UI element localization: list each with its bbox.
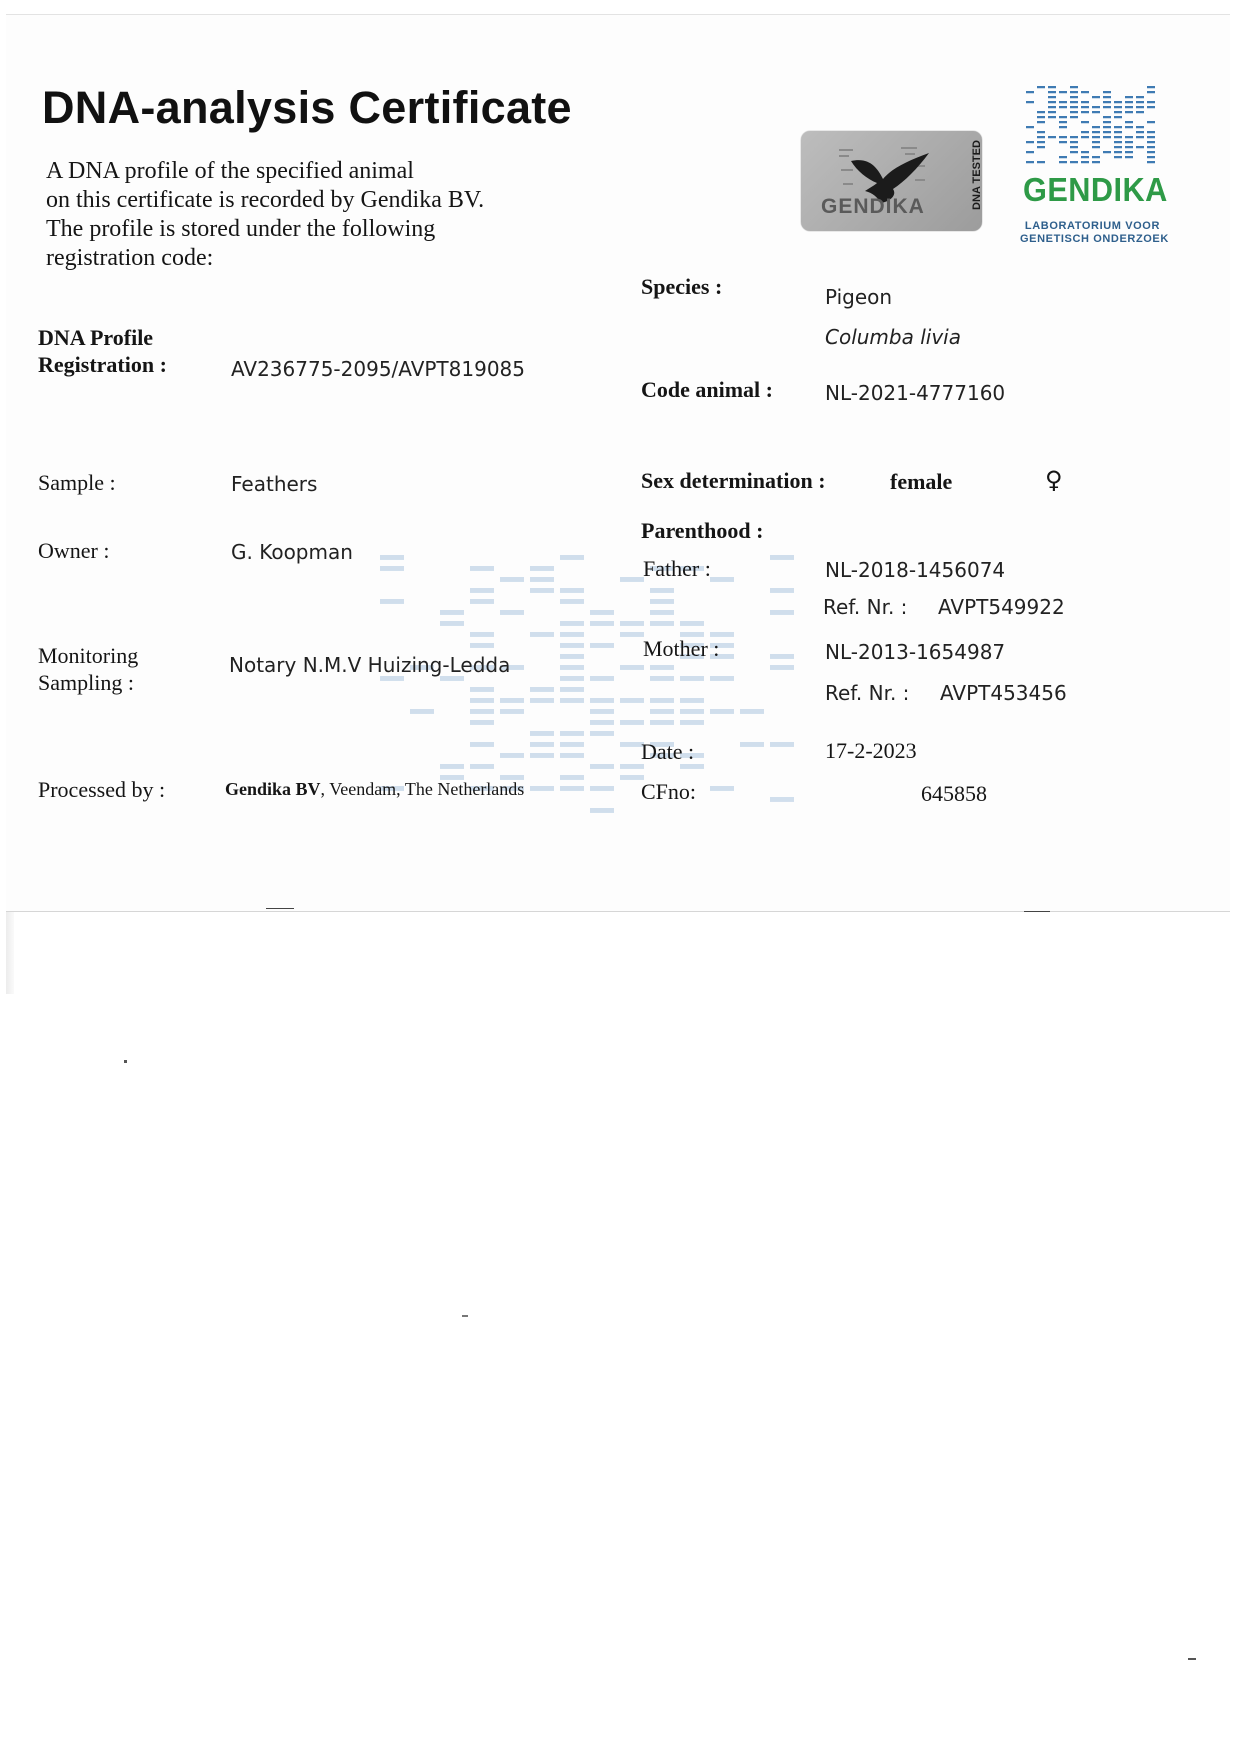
dash-mark <box>1026 161 1034 163</box>
processed-by-location: , Veendam, The Netherlands <box>320 779 525 799</box>
dash-mark <box>530 731 554 736</box>
species-label: Species : <box>641 274 723 299</box>
dash-mark <box>1081 161 1089 163</box>
dash-mark <box>1125 106 1133 108</box>
intro-text <box>46 157 484 273</box>
dash-mark <box>770 610 794 615</box>
dash-mark <box>1103 121 1111 123</box>
dash-mark <box>1048 106 1056 108</box>
dash-mark <box>1059 141 1067 143</box>
dash-mark <box>530 698 554 703</box>
dash-mark <box>1070 111 1078 113</box>
dash-mark <box>500 698 524 703</box>
dash-mark <box>1147 121 1155 123</box>
dash-mark <box>440 610 464 615</box>
dash-mark <box>740 709 764 714</box>
dash-mark <box>620 621 644 626</box>
dash-mark <box>1081 101 1089 103</box>
page-title: DNA-analysis Certificate <box>42 82 572 133</box>
dash-mark <box>500 610 524 615</box>
dash-mark <box>530 577 554 582</box>
dash-mark <box>620 720 644 725</box>
dash-mark <box>470 698 494 703</box>
dash-mark <box>590 764 614 769</box>
dash-mark <box>500 709 524 714</box>
dash-mark <box>1114 146 1122 148</box>
dna-profile-label: DNA Profile <box>38 325 154 350</box>
dash-mark <box>560 632 584 637</box>
dash-mark <box>1048 91 1056 93</box>
code-animal-value: NL-2021-4777160 <box>825 381 1006 405</box>
dash-mark <box>1125 126 1133 128</box>
dash-mark <box>530 588 554 593</box>
dash-mark <box>1147 141 1155 143</box>
dash-mark <box>1037 86 1045 88</box>
dash-mark <box>1026 126 1034 128</box>
dash-mark <box>530 687 554 692</box>
dash-mark <box>1136 131 1144 133</box>
dash-mark <box>590 786 614 791</box>
gendika-logo-icon <box>1026 86 1162 168</box>
species-common: Pigeon <box>825 285 893 309</box>
dash-mark <box>530 786 554 791</box>
dash-mark <box>770 665 794 670</box>
dash-mark <box>1092 156 1100 158</box>
dash-mark <box>740 742 764 747</box>
badge-brand: GENDIKA <box>821 195 925 218</box>
dash-mark <box>680 698 704 703</box>
dash-mark <box>1081 111 1089 113</box>
scan-speck <box>1024 911 1050 912</box>
scan-speck <box>266 908 294 909</box>
dash-mark <box>770 742 794 747</box>
dash-mark <box>1125 111 1133 113</box>
dash-mark <box>1026 151 1034 153</box>
dash-mark <box>1026 141 1034 143</box>
badge-side-text: DNA TESTED <box>971 140 983 210</box>
dash-mark <box>680 709 704 714</box>
dash-mark <box>440 764 464 769</box>
dash-mark <box>470 764 494 769</box>
dash-mark <box>530 742 554 747</box>
dash-mark <box>1070 106 1078 108</box>
dash-mark <box>680 676 704 681</box>
dash-mark <box>1103 136 1111 138</box>
dash-mark <box>650 676 674 681</box>
sex-value: female <box>890 469 953 494</box>
dash-mark <box>1125 96 1133 98</box>
dash-mark <box>1059 126 1067 128</box>
dash-mark <box>770 555 794 560</box>
dash-mark <box>560 621 584 626</box>
dash-mark <box>1136 106 1144 108</box>
dash-mark <box>1037 121 1045 123</box>
dash-mark <box>530 566 554 571</box>
dash-mark <box>590 709 614 714</box>
mother-ref-value: AVPT453456 <box>940 681 1067 705</box>
dash-mark <box>1048 101 1056 103</box>
dash-mark <box>1125 101 1133 103</box>
dash-mark <box>1103 101 1111 103</box>
dash-mark <box>470 687 494 692</box>
dash-mark <box>470 599 494 604</box>
dash-mark <box>440 621 464 626</box>
dash-mark <box>1103 91 1111 93</box>
date-value: 17-2-2023 <box>825 738 917 763</box>
dash-mark <box>650 720 674 725</box>
mother-ref-label: Ref. Nr. : <box>825 681 910 705</box>
dash-mark <box>770 797 794 802</box>
intro-line: registration code: <box>46 245 214 271</box>
dash-mark <box>710 709 734 714</box>
dash-mark <box>560 775 584 780</box>
dash-mark <box>1070 141 1078 143</box>
dash-mark <box>1103 116 1111 118</box>
dash-mark <box>1147 131 1155 133</box>
dash-mark <box>1081 91 1089 93</box>
dash-mark <box>1147 91 1155 93</box>
sample-label: Sample : <box>38 470 116 495</box>
dash-mark <box>1070 91 1078 93</box>
dash-mark <box>1059 116 1067 118</box>
dash-mark <box>1048 136 1056 138</box>
dash-mark <box>1070 116 1078 118</box>
dash-mark <box>560 588 584 593</box>
intro-line: The profile is stored under the following <box>46 216 436 242</box>
dash-mark <box>1070 161 1078 163</box>
dash-mark <box>590 808 614 813</box>
dash-mark <box>1136 101 1144 103</box>
dash-mark <box>1059 156 1067 158</box>
dash-mark <box>1059 91 1067 93</box>
dash-mark <box>1037 131 1045 133</box>
dash-mark <box>1026 101 1034 103</box>
dash-mark <box>620 665 644 670</box>
gendika-tagline <box>1020 220 1169 246</box>
dash-mark <box>1092 126 1100 128</box>
dash-mark <box>1048 111 1056 113</box>
dash-mark <box>1081 121 1089 123</box>
dash-mark <box>650 665 674 670</box>
dash-mark <box>1125 146 1133 148</box>
dash-mark <box>1092 161 1100 163</box>
dash-mark <box>560 676 584 681</box>
processed-by-company: Gendika BV <box>225 779 321 799</box>
dash-mark <box>1114 116 1122 118</box>
dash-mark <box>1037 136 1045 138</box>
dash-mark <box>560 786 584 791</box>
dash-mark <box>560 654 584 659</box>
dash-mark <box>530 632 554 637</box>
dash-mark <box>590 643 614 648</box>
dash-mark <box>560 742 584 747</box>
dash-mark <box>1081 131 1089 133</box>
dash-mark <box>1092 131 1100 133</box>
dash-mark <box>590 621 614 626</box>
dash-mark <box>650 709 674 714</box>
dash-mark <box>560 555 584 560</box>
dash-mark <box>1081 106 1089 108</box>
dash-mark <box>710 676 734 681</box>
dash-mark <box>1026 91 1034 93</box>
dash-mark <box>1070 151 1078 153</box>
dash-mark <box>1070 136 1078 138</box>
dash-mark <box>1081 136 1089 138</box>
owner-label: Owner : <box>38 538 110 563</box>
dash-mark <box>1125 121 1133 123</box>
dash-mark <box>650 588 674 593</box>
dash-mark <box>1136 126 1144 128</box>
dash-mark <box>1037 161 1045 163</box>
dash-mark <box>770 654 794 659</box>
date-label: Date : <box>641 739 695 764</box>
dash-mark <box>1048 96 1056 98</box>
code-animal-label: Code animal : <box>641 377 773 402</box>
dash-mark <box>590 676 614 681</box>
dash-mark <box>1147 156 1155 158</box>
dash-mark <box>1092 136 1100 138</box>
dash-mark <box>1092 111 1100 113</box>
dash-mark <box>1070 96 1078 98</box>
processed-by-value <box>225 779 524 800</box>
dash-mark <box>1103 131 1111 133</box>
dash-mark <box>560 665 584 670</box>
dash-mark <box>1147 106 1155 108</box>
dash-mark <box>470 632 494 637</box>
dash-mark <box>560 698 584 703</box>
dash-mark <box>1114 131 1122 133</box>
dash-mark <box>1092 141 1100 143</box>
dash-mark <box>1103 106 1111 108</box>
female-symbol-icon: ♀ <box>1045 466 1063 494</box>
dash-mark <box>1048 86 1056 88</box>
dash-mark <box>1147 86 1155 88</box>
dash-mark <box>560 687 584 692</box>
scan-speck <box>462 1315 468 1317</box>
tagline-line: LABORATORIUM VOOR <box>1024 220 1160 232</box>
dna-tested-badge <box>801 131 982 231</box>
dash-mark <box>1147 161 1155 163</box>
dash-mark <box>380 599 404 604</box>
dash-mark <box>1037 111 1045 113</box>
dash-mark <box>1114 141 1122 143</box>
sex-determination-label: Sex determination : <box>641 468 826 493</box>
dash-mark <box>1114 106 1122 108</box>
dash-mark <box>560 643 584 648</box>
dash-mark <box>590 610 614 615</box>
dash-mark <box>1125 136 1133 138</box>
dash-mark <box>1114 136 1122 138</box>
sample-value: Feathers <box>231 472 318 496</box>
cfno-value: 645858 <box>921 781 987 806</box>
dash-mark <box>1070 146 1078 148</box>
dash-mark <box>620 577 644 582</box>
dash-mark <box>650 698 674 703</box>
monitoring-label: Monitoring <box>38 643 139 668</box>
dash-mark <box>560 753 584 758</box>
dash-mark <box>1125 151 1133 153</box>
dash-mark <box>1114 101 1122 103</box>
dash-mark <box>1092 146 1100 148</box>
dash-mark <box>470 742 494 747</box>
sampling-label: Sampling : <box>38 670 134 695</box>
dash-mark <box>1081 156 1089 158</box>
dash-mark <box>560 731 584 736</box>
processed-by-label: Processed by : <box>38 777 166 802</box>
father-value: NL-2018-1456074 <box>825 558 1006 582</box>
dash-mark <box>1059 136 1067 138</box>
father-label: Father : <box>643 556 711 581</box>
dash-mark <box>1070 86 1078 88</box>
dash-mark <box>1103 96 1111 98</box>
dash-mark <box>470 709 494 714</box>
dash-mark <box>1114 156 1122 158</box>
dash-mark <box>1070 101 1078 103</box>
dash-mark <box>680 720 704 725</box>
dash-mark <box>470 566 494 571</box>
dash-mark <box>1037 116 1045 118</box>
dash-mark <box>1103 151 1111 153</box>
cfno-label: CFno: <box>641 779 697 804</box>
intro-line: on this certificate is recorded by Gendika BV. <box>46 187 485 213</box>
registration-value: AV236775-2095/AVPT819085 <box>231 357 525 381</box>
scan-speck <box>1188 1658 1196 1660</box>
dash-mark <box>1125 141 1133 143</box>
dash-mark <box>1136 96 1144 98</box>
father-ref-label: Ref. Nr. : <box>823 595 908 619</box>
dash-mark <box>1147 151 1155 153</box>
dash-mark <box>1048 116 1056 118</box>
species-latin: Columba livia <box>825 325 961 349</box>
dash-mark <box>620 698 644 703</box>
monitoring-value: Notary N.M.V Huizing-Ledda <box>229 653 511 677</box>
dash-mark <box>1059 101 1067 103</box>
dash-mark <box>1125 156 1133 158</box>
dash-mark <box>1147 136 1155 138</box>
dash-mark <box>1059 161 1067 163</box>
dash-mark <box>770 588 794 593</box>
dash-mark <box>1037 146 1045 148</box>
dash-mark <box>590 720 614 725</box>
dash-mark <box>650 621 674 626</box>
parenthood-label: Parenthood : <box>641 518 764 543</box>
dash-mark <box>1092 96 1100 98</box>
dash-mark <box>560 599 584 604</box>
gendika-logo-name: GENDIKA <box>1023 171 1168 208</box>
dash-mark <box>1114 111 1122 113</box>
dash-mark <box>1114 126 1122 128</box>
dash-mark <box>1136 136 1144 138</box>
dash-mark <box>1081 151 1089 153</box>
dash-mark <box>1037 141 1045 143</box>
scan-speck <box>124 1060 127 1063</box>
dash-mark <box>590 731 614 736</box>
father-ref-value: AVPT549922 <box>938 595 1065 619</box>
mother-label: Mother : <box>643 636 720 661</box>
dash-mark <box>1092 106 1100 108</box>
registration-label: Registration : <box>38 352 167 377</box>
dash-mark <box>620 632 644 637</box>
dash-mark <box>530 753 554 758</box>
tagline-line: GENETISCH ONDERZOEK <box>1020 233 1169 245</box>
intro-line: A DNA profile of the specified animal <box>46 158 414 184</box>
dash-mark <box>1059 106 1067 108</box>
dash-mark <box>410 709 434 714</box>
dash-mark <box>710 786 734 791</box>
dash-mark <box>380 555 404 560</box>
mother-value: NL-2013-1654987 <box>825 640 1006 664</box>
dash-mark <box>1136 111 1144 113</box>
dash-mark <box>1147 146 1155 148</box>
dash-mark <box>590 698 614 703</box>
dash-mark <box>470 643 494 648</box>
dash-mark <box>500 577 524 582</box>
dash-mark <box>1103 126 1111 128</box>
dash-mark <box>500 753 524 758</box>
dash-mark <box>1136 146 1144 148</box>
dash-mark <box>380 566 404 571</box>
dash-mark <box>650 610 674 615</box>
dash-mark <box>650 599 674 604</box>
dash-mark <box>470 588 494 593</box>
dash-mark <box>470 720 494 725</box>
dash-mark <box>1059 121 1067 123</box>
dash-mark <box>1147 101 1155 103</box>
dash-mark <box>710 577 734 582</box>
dash-mark <box>1114 151 1122 153</box>
dash-mark <box>680 621 704 626</box>
owner-value: G. Koopman <box>231 540 353 564</box>
